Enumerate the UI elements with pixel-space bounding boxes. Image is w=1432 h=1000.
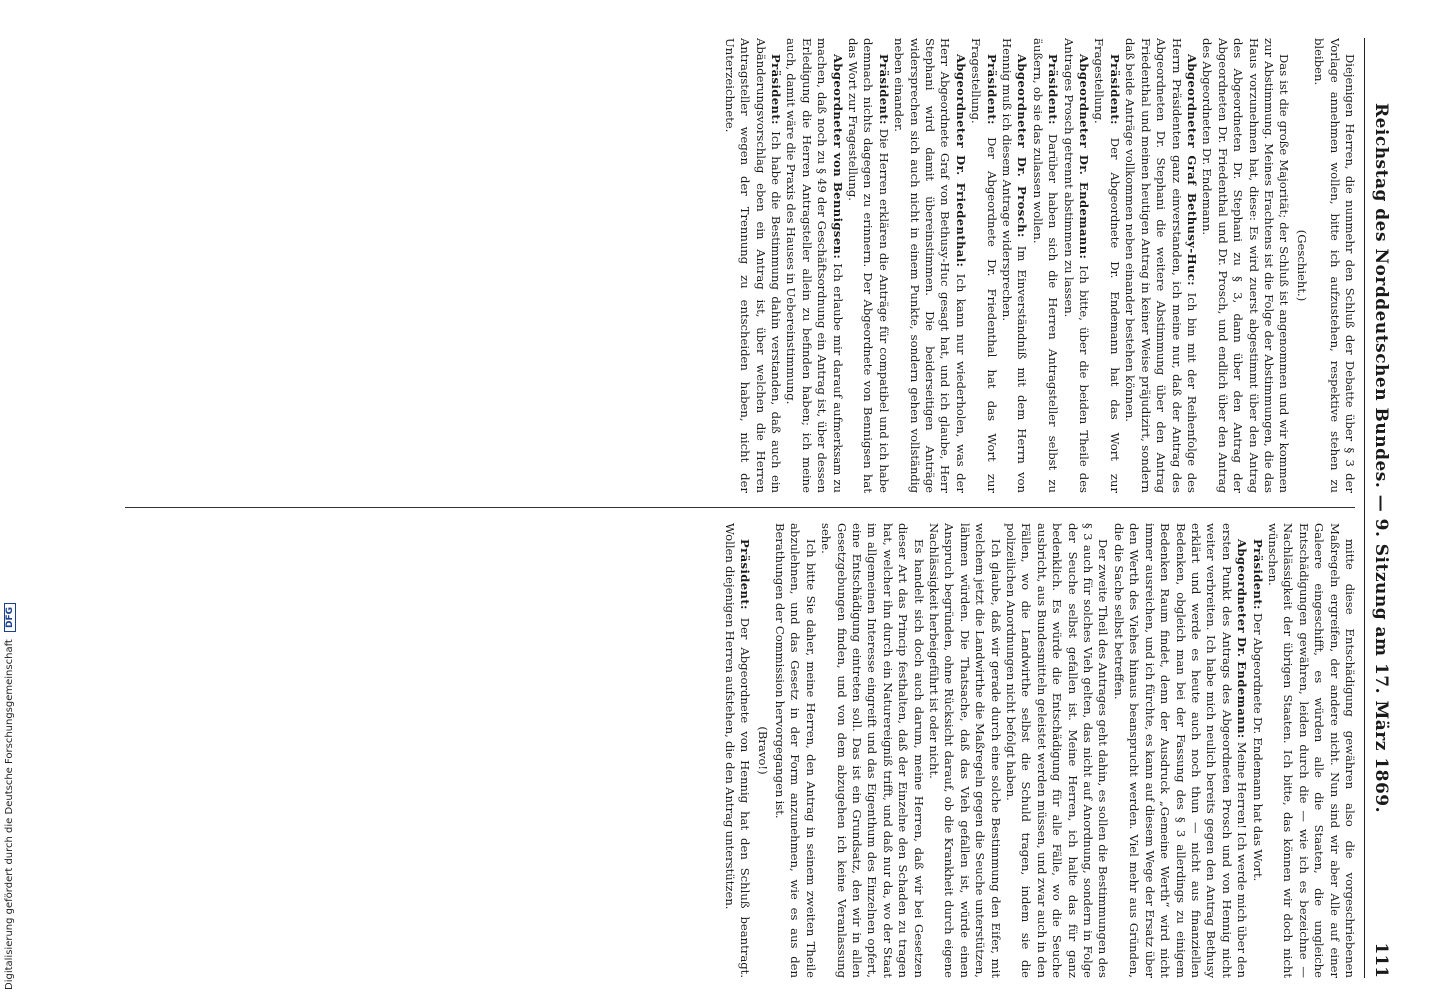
- paragraph-text: Die Herren erklären die Anträge für compatibel und ich habe demnach nichts dagegen zu erinnern. Der Abgeordnete von Bennigsen hat das Wort zur Fragestellung.: [846, 38, 891, 493]
- column-divider: [125, 507, 1355, 508]
- paragraph: [1029, 38, 1060, 493]
- speaker-name: Präsident:: [1046, 54, 1061, 125]
- paragraph: [1122, 38, 1199, 493]
- paragraph-text: Der Abgeordnete Dr. Friedenthal hat das Wort zur Fragestellung.: [969, 38, 999, 493]
- paragraph: [772, 523, 818, 978]
- paragraph-text: Ich erlaube mir darauf aufmerksam zu machen, daß noch zu § 49 der Geschäftsordnung ein Antrag ist, über dessen Erledigung die Herren Antragsteller allein zu befinden haben; ich meine auch, damit wäre die Praxis des Hauses in Uebereinstimmung.: [784, 38, 845, 493]
- paragraph: [721, 523, 752, 978]
- speaker-name: Präsident:: [876, 54, 891, 125]
- paragraph-text: Der Abgeordnete Dr. Endemann hat das Wort.: [1250, 613, 1265, 882]
- paragraph: [754, 523, 769, 978]
- paragraph: [1199, 38, 1291, 493]
- footer-credit: [4, 603, 16, 990]
- paragraph-text: (Bravo!): [755, 726, 770, 775]
- paragraph: [818, 523, 926, 978]
- speaker-name: Abgeordneter von Bennigsen:: [830, 54, 845, 260]
- right-column: [117, 523, 1357, 978]
- paragraph: [1311, 38, 1357, 493]
- speaker-name: Präsident:: [738, 539, 753, 610]
- paragraph: [783, 38, 845, 493]
- page-header: [1364, 38, 1395, 978]
- paragraph-text: Darüber haben sich die Herren Antragsteller selbst zu äußern, ob sie das zulassen wollen.: [1030, 38, 1061, 493]
- speaker-name: Abgeordneter Dr. Endemann:: [1235, 539, 1250, 739]
- paragraph: [968, 38, 999, 493]
- paragraph: [1111, 523, 1250, 978]
- paragraph: [999, 38, 1030, 493]
- paragraph-text: mitte diese Entschädigung gewähren also die vorgeschriebenen Maßregeln ergreifen, der andere nicht. Nun sind wir aber Alle auf einer Galeere eingeschifft, es würden alle die Staaten, die ungleiche Entschädigungen gewähren, leiden durch die — wie ich es bezeichne — Nachlässigkeit der übrigen Staaten. Ich bitte, das können wir doch nicht wünschen.: [1265, 523, 1357, 978]
- paragraph-text: Ich bitte Sie daher, meine Herren, den Antrag in seinem zweiten Theile abzulehnen, und das Gesetz in der Form anzunehmen, wie es aus den Berathungen der Commission hervorgegangen ist.: [772, 523, 818, 978]
- paragraph-text: Im Einverständniß mit dem Herrn von Hennig muß ich diesem Antrage widersprechen.: [1000, 38, 1030, 493]
- speaker-name: Präsident:: [984, 54, 999, 125]
- paragraph: [1003, 523, 1111, 978]
- paragraph-text: Der Abgeordnete Dr. Endemann hat das Wort zur Fragestellung.: [1092, 38, 1122, 493]
- paragraph: [845, 38, 891, 493]
- page-number: 111: [1371, 942, 1391, 978]
- paragraph: [1060, 38, 1091, 493]
- paragraph-text: Ich bitte, über die beiden Theile des Antrages Prosch getrennt abstimmen zu lassen.: [1061, 38, 1092, 493]
- paragraph-text: Der Abgeordnete von Hennig hat den Schluß beantragt. Wollen diejenigen Herren aufstehen, die den Antrag unterstützen.: [722, 523, 753, 978]
- speaker-name: Abgeordneter Dr. Friedenthal:: [953, 54, 968, 268]
- speaker-name: Präsident:: [1107, 54, 1122, 125]
- footer-text: Digitalisierung gefördert durch die Deutsche Forschungsgemeinschaft: [4, 639, 15, 990]
- speaker-name: Präsident:: [768, 54, 783, 125]
- paragraph-text: Das ist die große Majorität; der Schluß ist angenommen und wir kommen zur Abstimmung. Meines Erachtens ist die Folge der Abstimmungen, die das Haus vorzunehmen hat, diese: Es wird zuerst abgestimmt über den Antrag des Abgeordneten Dr. Stephani zu § 3, dann über den Antrag der Abgeordneten Dr. Friedenthal und Dr. Prosch, und endlich über den Antrag des Abgeordneten Dr. Endemann.: [1200, 38, 1292, 493]
- paragraph: [721, 38, 783, 493]
- paragraph-text: Diejenigen Herren, die nunmehr den Schluß der Debatte über § 3 der Vorlage annehmen wollen, bitte ich aufzustehen, respektive stehen zu bleiben.: [1312, 38, 1357, 493]
- page-title: Reichstag des Norddeutschen Bundes. — 9. Sitzung am 17. März 1869.: [1371, 102, 1391, 814]
- speaker-name: Abgeordneter Dr. Prosch:: [1015, 54, 1030, 238]
- paragraph-text: Ich habe die Bestimmung dahin verstanden, daß auch ein Abänderungsvorschlag eben ein Antrag ist, über welchen die Herren Antragsteller wegen der Trennung zu entscheiden haben, nicht der Unterzeichnete.: [722, 38, 783, 493]
- paragraph: [926, 523, 1003, 978]
- speaker-name: Abgeordneter Graf Bethusy-Huc:: [1184, 54, 1199, 286]
- paragraph: [1249, 523, 1264, 978]
- paragraph: [1293, 38, 1308, 493]
- paragraph-text: (Geschieht.): [1294, 229, 1309, 302]
- paragraph-text: Der zweite Theil des Antrages geht dahin, es sollen die Bestimmungen des § 3 auch für solches Vieh gelten, das nicht auf Anordnung, sondern in Folge der Seuche selbst gefallen ist. Meine Herren, ich halte das für ganz bedenklich. Es würde die Entschädigung für alle Fälle, wo die Seuche ausbricht, aus Bundesmitteln geleistet werden müssen, und zwar auch in den Fällen, wo die Landwirthe selbst die Schuld tragen, indem sie die polizeilichen Anordnungen nicht befolgt haben.: [1004, 523, 1111, 978]
- paragraph: [1091, 38, 1122, 493]
- paragraph-text: Ich bin mit der Reihenfolge des Herrn Präsidenten ganz einverstanden, ich meine nur, daß der Antrag des Abgeordneten Dr. Stephani die weitere Abstimmung über den Antrag Friedenthal und meinen heutigen Antrag in keiner Weise präjudizirt, sondern daß beide Anträge vollkommen neben einander bestehen können.: [1123, 38, 1199, 493]
- speaker-name: Präsident:: [1250, 539, 1265, 610]
- speaker-name: Abgeordneter Dr. Endemann:: [1077, 54, 1092, 260]
- dfg-logo: DFG: [4, 603, 16, 632]
- paragraph-text: Es handelt sich doch auch darum, meine Herren, daß wir bei Gesetzen dieser Art das Princip festhalten, daß der Einzelne den Schaden zu tragen hat, welcher ihn durch ein Naturereigniß trifft, und daß nur da, wo der Staat im allgemeinen Interesse eingreift und das Eigenthum des Einzelnen opfert, eine Entschädigung eintreten soll. Das ist ein Grundsatz, den wir in allen Gesetzgebungen finden, und von dem abzugehen ich keine Veranlassung sehe.: [819, 523, 926, 978]
- paragraph-text: Meine Herren! Ich werde mich über den ersten Punkt des Antrags des Abgeordneten Prosch und von Hennig nicht weiter verbreiten. Ich habe mich neulich bereits gegen den Antrag Bethusy erklärt und werde es heute auch noch thun — nicht aus finanziellen Bedenken, obgleich man bei der Fassung des § 3 allerdings zu einigem Bedenken Raum findet, denn der Ausdruck „Gemeine Werth“ wird nicht immer ausreichen, und ich fürchte, es kann auf diesem Wege der Ersatz über den Werth des Viehes hinaus beansprucht werden. Viel mehr aus Gründen, die die Sache selbst betreffen.: [1111, 523, 1250, 978]
- paragraph-text: Ich kann nur wiederholen, was der Herr Abgeordnete Graf von Bethusy-Huc gesagt hat, und ich glaube, Herr Stephani wird damit übereinstimmen. Die beiderseitigen Anträge widersprechen sich auch nicht in einem Punkte, sondern gehen vollständig neben einander.: [892, 38, 968, 493]
- paragraph-text: Ich glaube, daß wir gerade durch eine solche Bestimmung den Eifer, mit welchem jetzt die Landwirthe die Maßregeln gegen die Seuche unterstützen, lähmen würden. Die Thatsache, daß das Vieh gefallen ist, würde einen Anspruch begründen, ohne Rücksicht darauf, ob die Krankheit durch eigene Nachlässigkeit herbeigeführt ist oder nicht.: [927, 523, 1003, 978]
- paragraph: [891, 38, 968, 493]
- left-column: [117, 38, 1357, 493]
- rotated-page: [105, 38, 1395, 978]
- paragraph: [1265, 523, 1357, 978]
